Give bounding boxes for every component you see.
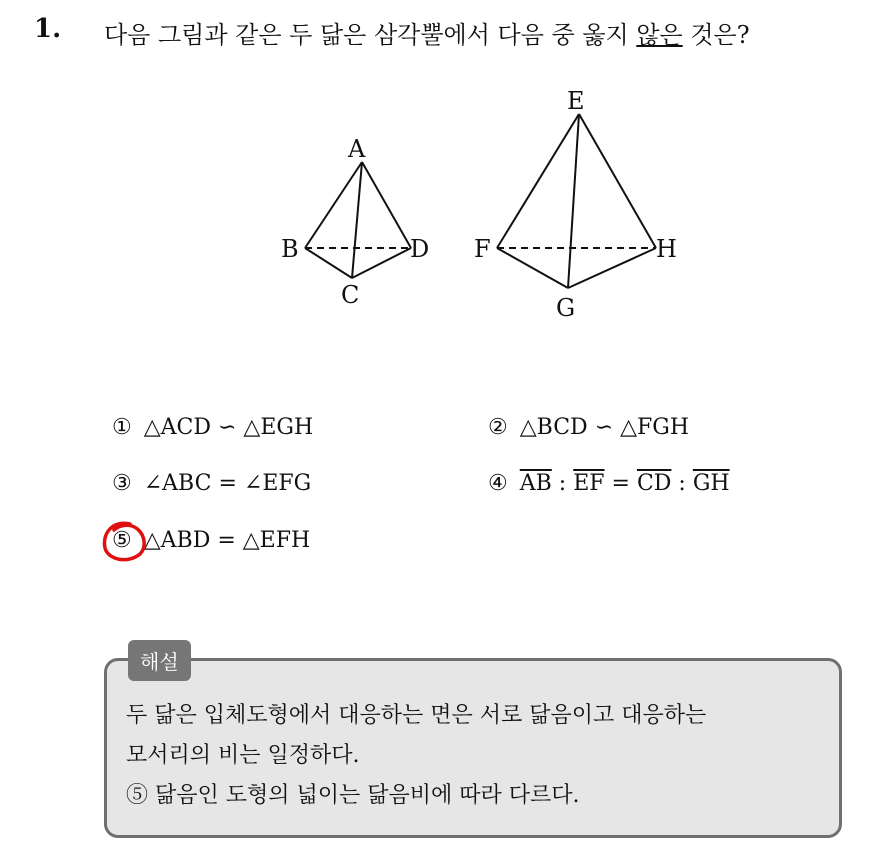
edge-CD <box>352 248 411 278</box>
choice-4[interactable] <box>488 471 730 496</box>
choice-3[interactable] <box>112 471 311 496</box>
edge-FG <box>497 248 568 288</box>
edge-AB <box>305 162 362 248</box>
pyramid-figure <box>0 0 884 340</box>
choice-5-text: △ABD = △EFH <box>143 528 311 553</box>
choice-2[interactable] <box>488 415 689 440</box>
explanation-line-3: ⑤ 닮음인 도형의 넓이는 닮음비에 따라 다르다. <box>126 783 580 808</box>
explanation-tag: 해설 <box>128 640 191 681</box>
question-number: 1. <box>34 14 62 44</box>
choice-1-text: △ACD ∽ △EGH <box>143 415 314 440</box>
label-F: F <box>474 235 491 263</box>
segment-GH: $\overline{GH}$ <box>692 471 730 496</box>
label-B: B <box>281 235 299 263</box>
edge-EG <box>568 114 579 288</box>
edge-GH <box>568 248 656 288</box>
choice-3-num: ③ <box>112 471 132 496</box>
edge-AC <box>352 162 362 278</box>
label-E: E <box>567 87 585 115</box>
choice-2-num: ② <box>488 415 508 440</box>
choice-3-text: ∠ABC = ∠EFG <box>143 471 312 496</box>
answer-circle-mark <box>100 518 148 566</box>
question-text-before: 다음 그림과 같은 두 닮은 삼각뿔에서 다음 중 옳지 <box>104 21 637 49</box>
segment-AB: $\overline{AB}$ <box>519 471 552 496</box>
segment-EF: $\overline{EF}$ <box>573 471 605 496</box>
choice-1-num: ① <box>112 415 132 440</box>
question-text-after: 것은? <box>682 21 750 49</box>
ratio-sep-1: : <box>551 471 574 496</box>
choice-2-text: △BCD ∽ △FGH <box>519 415 690 440</box>
label-A: A <box>348 135 366 163</box>
edge-EF <box>497 114 579 248</box>
edge-BC <box>305 248 352 278</box>
choice-4-num: ④ <box>488 471 508 496</box>
explanation-line-1: 두 닮은 입체도형에서 대응하는 면은 서로 닮음이고 대응하는 <box>126 703 707 728</box>
equals-sign: = <box>604 471 637 496</box>
choice-1[interactable] <box>112 415 313 440</box>
label-C: C <box>341 281 360 309</box>
segment-CD: $\overline{CD}$ <box>636 471 672 496</box>
edge-AD <box>362 162 411 248</box>
ratio-sep-2: : <box>671 471 693 496</box>
label-G: G <box>556 294 576 322</box>
edge-EH <box>579 114 656 248</box>
label-H: H <box>656 235 677 263</box>
question-underline: 않은 <box>636 21 683 49</box>
label-D: D <box>410 235 430 263</box>
explanation-line-2: 모서리의 비는 일정하다. <box>126 743 360 768</box>
choice-5-num: ⑤ <box>112 528 132 553</box>
